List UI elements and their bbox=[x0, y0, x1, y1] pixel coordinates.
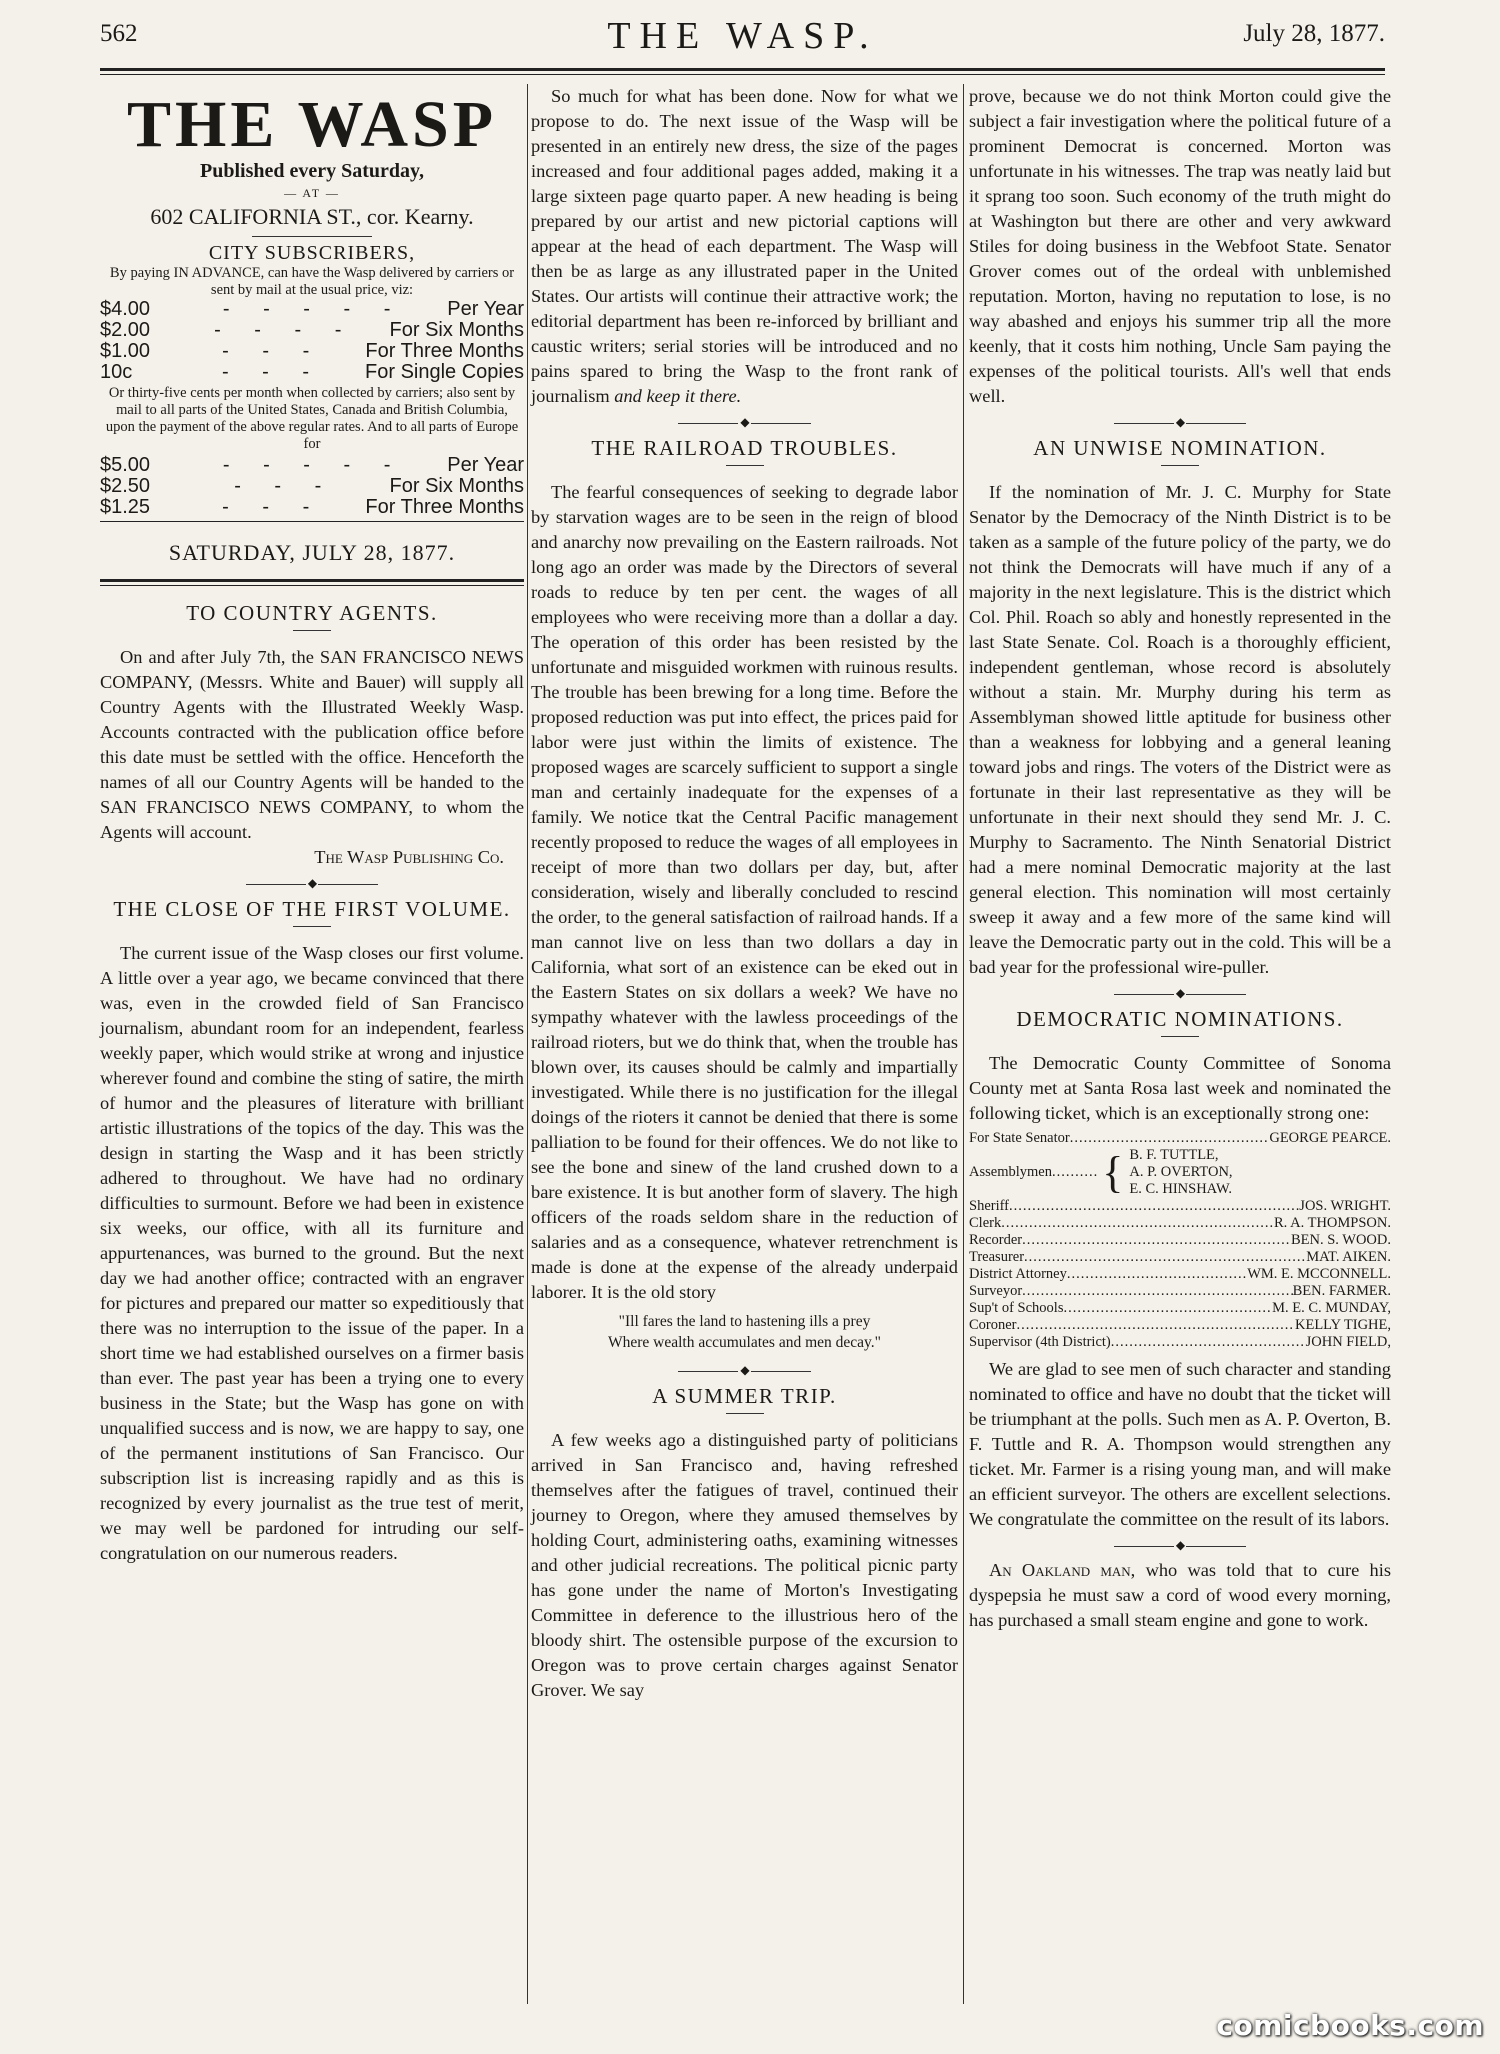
running-title: THE WASP. bbox=[607, 15, 878, 57]
rate-row: $1.00 - - - For Three Months bbox=[100, 340, 524, 362]
article-body: A few weeks ago a distinguished party of politicians arrived in San Francisco and, having refreshed themselves after the fatigues of travel, continued their journey to Oregon, where they amused themselves by holding Court, administering oaths, examining witnesses and other judicial recreations. The political picnic party has gone under the name of Morton's Investigating Committee in deference to the illustrious hero of the bloody shirt. The ostensible purpose of the excursion to Oregon was to prove certain charges against Senator Grover. We say bbox=[531, 1430, 958, 1700]
masthead-at: — AT — bbox=[284, 186, 340, 200]
ticket-row: Surveyor ..... BEN. FARMER. bbox=[969, 1283, 1391, 1300]
column-rule bbox=[963, 84, 964, 2004]
article-body: The Democratic County Committee of Sonoma County met at Santa Rosa last week and nominated the following ticket, which is an exceptionally strong one: bbox=[969, 1053, 1391, 1123]
rate-row: $5.00 - - - - - Per Year bbox=[100, 454, 524, 476]
article-body: The fearful consequences of seeking to degrade labor by starvation wages are to be seen in the reign of blood and anarchy now prevailing on the Eastern railroads. Not long ago an order was made by the Directors of several roads to reduce by ten per cent. the wages of all employees who were receiving more than a dollar a day. The operation of this order has been resisted by the unfortunate and misguided workmen with ruinous results. The trouble has been brewing for a long time. Before the proposed reduction was put into effect, the prices paid for labor were just within the limits of existence. The proposed wages are scarcely sufficient to support a single man and certainly inadequate for the expenses of a family. We notice tkat the Central Pacific management recently proposed to reduce the wages of all employees in receipt of more than two dollars per day, but, after consideration, wisely and liberally concluded to rescind the order, to the general satisfaction of railroad hands. If a man cannot live on less than two dollars a day in California, what sort of an existence can be eked out in the Eastern States on six dollars a week? We have no sympathy whatever with the lawless proceedings of the railroad rioters, but we do think that, when the trouble has blown over, its causes should be calmly and impartially investigated. While there is no justification for the illegal doings of the rioters it cannot be denied that there is some palliation to be found for their offences. We do not like to see the bone and sinew of the land crushed down to a bare existence. It is but another form of slavery. The high officers of the roads seldom share in the reduction of salaries and as a consequence, whatever retrenchment is made is done at the expense of the already underpaid laborer. It is the old story bbox=[531, 482, 958, 1302]
subscribers-heading: CITY SUBSCRIBERS, bbox=[208, 242, 416, 264]
ticket-row: For State Senator ..... GEORGE PEARCE. bbox=[969, 1130, 1391, 1147]
article-heading: AN UNWISE NOMINATION. bbox=[1033, 436, 1327, 460]
issue-date: July 28, 1877. bbox=[1243, 20, 1385, 47]
divider bbox=[1161, 465, 1199, 466]
ticket-row: Clerk ..... R. A. THOMPSON. bbox=[969, 1215, 1391, 1232]
ticket-row: Coroner ..... KELLY TIGHE, bbox=[969, 1317, 1391, 1334]
divider bbox=[252, 236, 372, 237]
rate-row: $1.25 - - - For Three Months bbox=[100, 496, 524, 518]
quotation: "Ill fares the land to hastening ills a prey Where wealth accumulates and men decay." bbox=[608, 1313, 881, 1351]
divider bbox=[293, 630, 331, 631]
divider bbox=[100, 585, 524, 586]
rate-row: $4.00 - - - - - Per Year bbox=[100, 298, 524, 320]
article-heading: DEMOCRATIC NOMINATIONS. bbox=[1016, 1007, 1344, 1031]
page-number: 562 bbox=[100, 20, 138, 47]
ticket-row: Supervisor (4th District) ..... JOHN FIELD, bbox=[969, 1334, 1391, 1351]
article-heading: THE RAILROAD TROUBLES. bbox=[591, 436, 898, 460]
rate-row: $2.00 - - - - For Six Months bbox=[100, 319, 524, 341]
column-3 bbox=[969, 84, 1391, 1633]
article-signature: The Wasp Publishing Co. bbox=[314, 847, 504, 867]
divider bbox=[1161, 1036, 1199, 1037]
article-heading: A SUMMER TRIP. bbox=[652, 1384, 837, 1408]
ticket-row: District Attorney ..... WM. E. MCCONNELL. bbox=[969, 1266, 1391, 1283]
nomination-ticket bbox=[969, 1130, 1391, 1351]
dateline: SATURDAY, JULY 28, 1877. bbox=[168, 540, 456, 565]
ticket-row: Sup't of Schools ..... M. E. C. MUNDAY, bbox=[969, 1300, 1391, 1317]
subscribers-note: Or thirty-five cents per month when collected by carriers; also sent by mail to all parts of the United States, Canada and British Columbia, upon the payment of the above regular rates. And to all parts of Europe for bbox=[105, 385, 519, 452]
article-body: An Oakland man, who was told that to cure his dyspepsia he must saw a cord of wood every morning, has purchased a small steam engine and gone to work. bbox=[969, 1560, 1391, 1630]
ornament-divider: ◆ bbox=[531, 413, 958, 431]
article-body: If the nomination of Mr. J. C. Murphy for State Senator by the Democracy of the Ninth District is to be taken as a sample of the future policy of the party, we do not think the Democrats will have much if any of a majority in the next legislature. This is the district which Col. Phil. Roach so ably and honestly represented in the last State Senate. Col. Roach is a thoroughly efficient, independent gentleman, whose record is absolutely without a stain. Mr. Murphy during his term as Assemblyman showed little aptitude for business other than a weakness for lobbying and a general leaning toward jobs and rings. The voters of the District were as fortunate in their last representative as they will be unfortunate in their next should they send Mr. J. C. Murphy to Sacramento. The Ninth Senatorial District had a mere nominal Democratic majority at the last general election. This nomination will most certainly sweep it away and a few more of the same kind will leave the Democratic party out in the cold. This will be a bad year for the professional wire-puller. bbox=[969, 482, 1391, 977]
ticket-row-assemblymen: Assemblymen .......... { B. F. TUTTLE, A. P. OVERTON, E. C. HINSHAW. bbox=[969, 1147, 1233, 1197]
subscribers-intro: By paying IN ADVANCE, can have the Wasp delivered by carriers or sent by mail at the usual price, viz: bbox=[109, 265, 515, 298]
header-rule-thin bbox=[100, 74, 1385, 75]
divider bbox=[726, 1413, 764, 1414]
article-body: We are glad to see men of such character and standing nominated to office and have no doubt that the ticket will be triumphant at the polls. Such men as A. P. Overton, B. F. Tuttle and R. A. Thompson would strengthen any ticket. Mr. Farmer is a rising young man, and will make an efficient surveyor. The others are excellent selections. We congratulate the committee on the result of its labors. bbox=[969, 1359, 1391, 1529]
article-body: prove, because we do not think Morton could give the subject a fair investigation where the political future of a prominent Democrat is concerned. Morton was unfortunate in his witnesses. The trap was neatly laid but it sprang too soon. Such economy of the truth might do at Washington but there are other and very awkward Stiles for doing business in the Webfoot State. Senator Grover comes out of the ordeal with unblemished reputation. Morton, having no reputation to lose, is no way abashed and enjoys his summer trip all the more keenly, that it costs him nothing, Uncle Sam paying the expenses of the political tourists. All's well that ends well. bbox=[969, 86, 1391, 406]
ornament-divider: ◆ bbox=[969, 1536, 1391, 1554]
article-body: So much for what has been done. Now for what we propose to do. The next issue of the Wasp will be presented in an entirely new dress, the size of the pages increased and four additional pages added, making it a large sixteen page quarto paper. A new heading is being prepared by our artist and new pictorial captions will appear at the head of each department. The Wasp will then be as large as any illustrated paper in the United States. Our artists will continue their attractive work; the editorial department has been re-inforced by brilliant and caustic writers; serial stories will be introduced and no pains spared to bring the Wasp to the front rank of journalism and keep it there. bbox=[531, 86, 958, 406]
watermark: comicbooks.com bbox=[1216, 2009, 1484, 2042]
article-body: On and after July 7th, the SAN FRANCISCO NEWS COMPANY, (Messrs. White and Bauer) will supply all Country Agents with the Illustrated Weekly Wasp. Accounts contracted with the publication office before this date must be settled with the office. Henceforth the names of all our Country Agents will be handed to the SAN FRANCISCO NEWS COMPANY, to whom the Agents will account. bbox=[100, 647, 524, 842]
europe-rate-list bbox=[100, 455, 524, 518]
column-rule bbox=[527, 84, 528, 2004]
rate-list bbox=[100, 299, 524, 383]
divider bbox=[726, 465, 764, 466]
divider bbox=[293, 926, 331, 927]
rate-row: $2.50 - - - For Six Months bbox=[100, 475, 524, 497]
divider bbox=[100, 521, 524, 522]
divider bbox=[100, 579, 524, 582]
ornament-divider: ◆ bbox=[969, 413, 1391, 431]
column-1 bbox=[100, 84, 524, 1566]
masthead-address: 602 CALIFORNIA ST., cor. Kearny. bbox=[150, 204, 474, 229]
running-header bbox=[100, 14, 1385, 64]
masthead-subtitle: Published every Saturday, bbox=[200, 160, 424, 182]
header-rule bbox=[100, 68, 1385, 71]
ornament-divider: ◆ bbox=[969, 984, 1391, 1002]
ticket-row: Treasurer ..... MAT. AIKEN. bbox=[969, 1249, 1391, 1266]
ornament-divider: ◆ bbox=[100, 874, 524, 892]
article-heading: TO COUNTRY AGENTS. bbox=[186, 601, 438, 625]
article-body: The current issue of the Wasp closes our first volume. A little over a year ago, we became convinced that there was, even in the crowded field of San Francisco journalism, abundant room for an independent, fearless weekly paper, which would strike at wrong and injustice wherever found and combine the sting of satire, the mirth of humor and the pleasures of literature with brilliant artistic illustrations of the topics of the day. This was the design in starting the Wasp and it has been strictly adhered to throughout. We have had no ordinary difficulties to surmount. Before we had been in existence six weeks, our office, with all its furniture and appurtenances, was burned to the ground. But the next day we had another office; contracted with an engraver for pictures and prepared our matter so expeditiously that there was no interruption to the issue of the paper. In a short time we had established ourselves on a firmer basis than ever. The past year has been a trying one to every business in the State; but the Wasp has gone on with unqualified success and is now, we are happy to say, one of the permanent institutions of San Francisco. Our subscription list is increasing rapidly and as this is recognized by every journalist as the true test of merit, we may well be pardoned for intruding our self-congratulation on our numerous readers. bbox=[100, 943, 524, 1563]
masthead-title: THE WASP bbox=[126, 88, 498, 161]
rate-row: 10c - - - For Single Copies bbox=[100, 361, 524, 383]
ticket-row: Sheriff ..... JOS. WRIGHT. bbox=[969, 1198, 1391, 1215]
ticket-row: Recorder ..... BEN. S. WOOD. bbox=[969, 1232, 1391, 1249]
ornament-divider: ◆ bbox=[531, 1361, 958, 1379]
column-2 bbox=[531, 84, 958, 1703]
article-heading: THE CLOSE OF THE FIRST VOLUME. bbox=[113, 897, 511, 921]
